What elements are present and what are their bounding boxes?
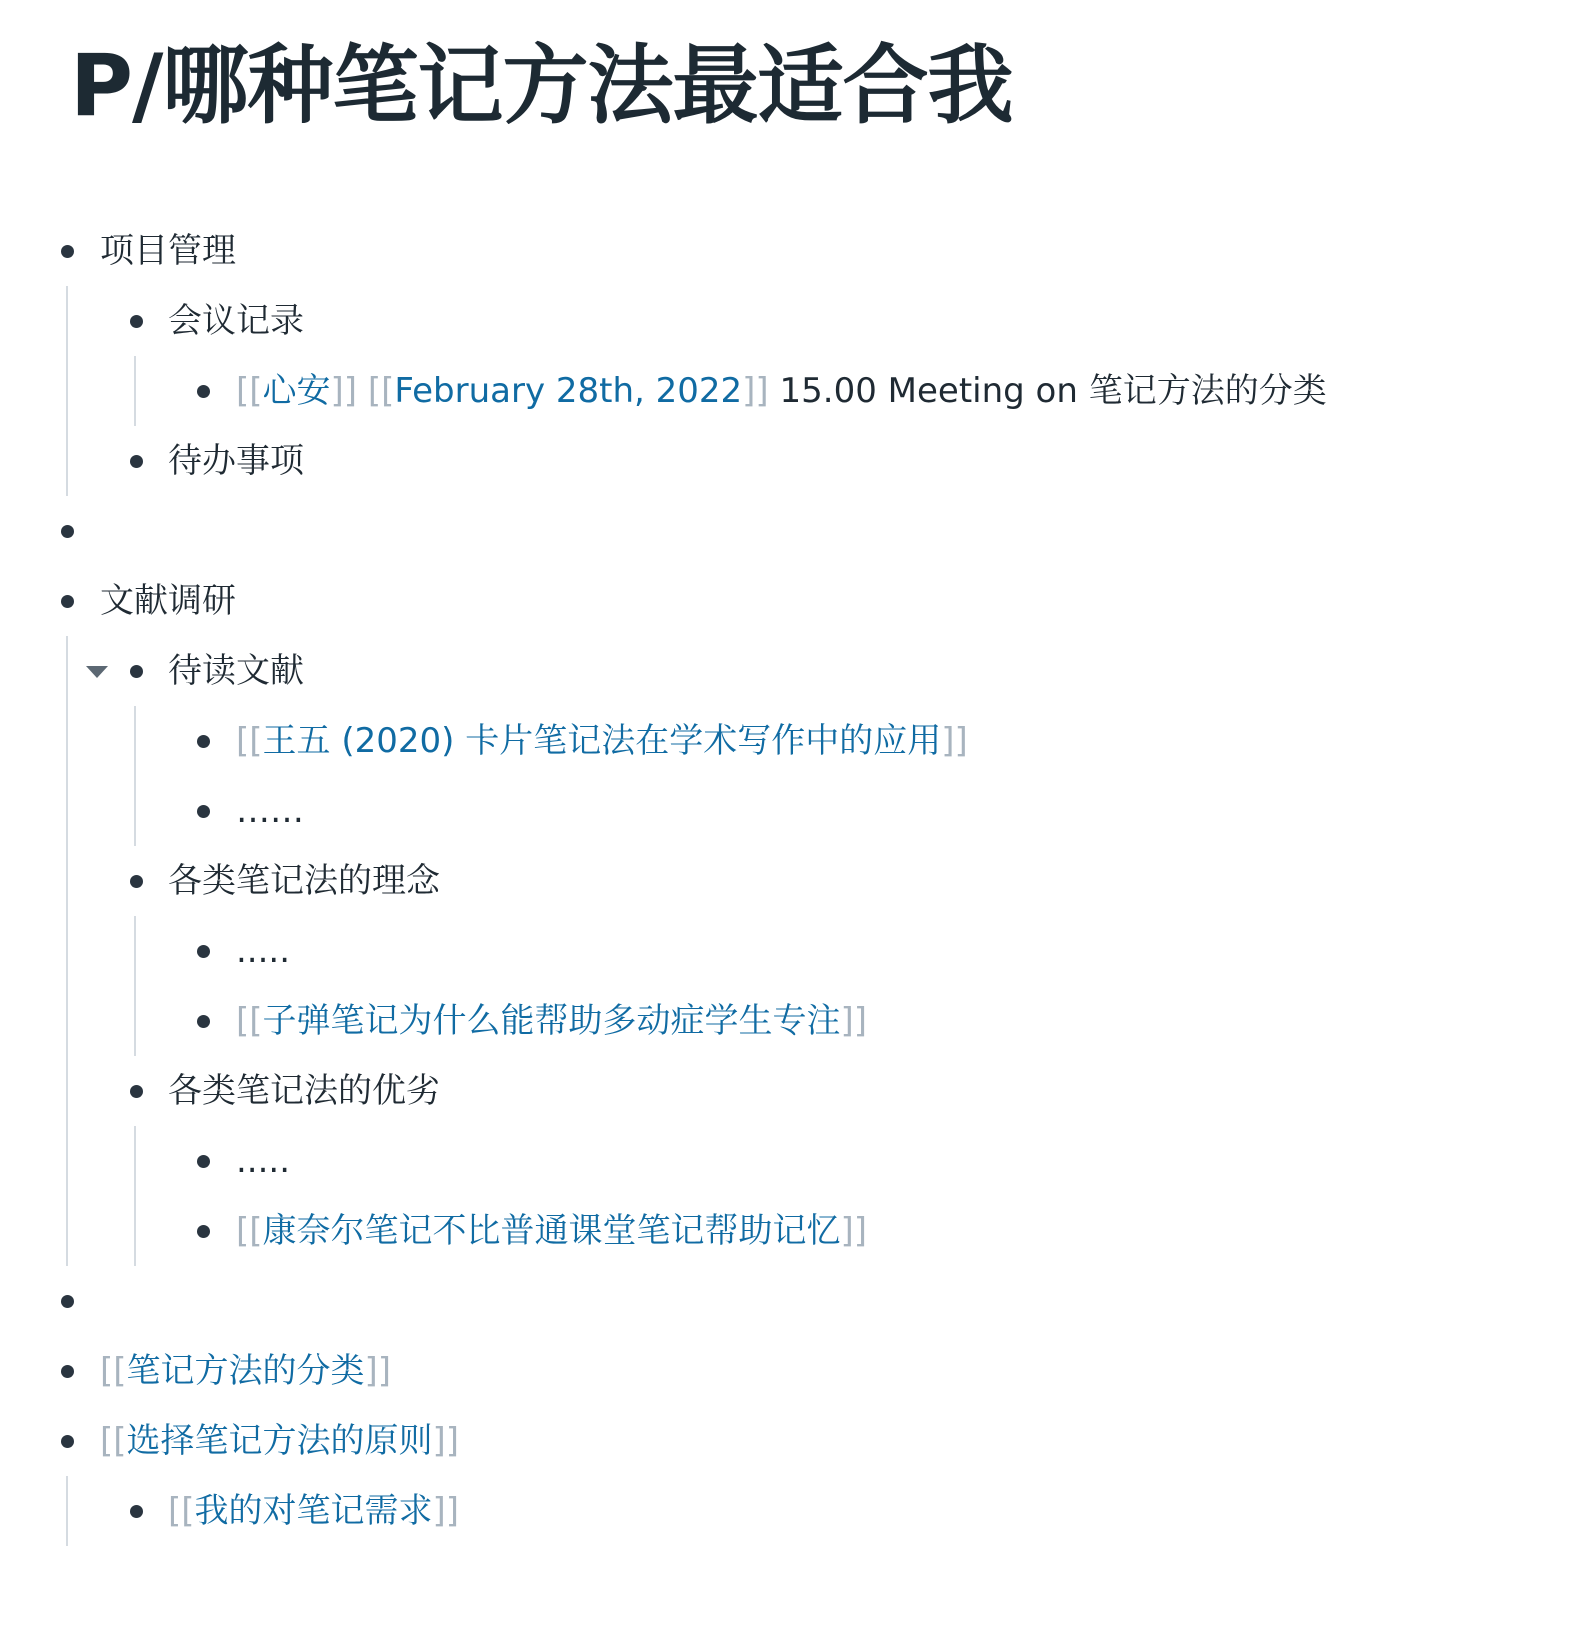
bullet-dot-icon[interactable] xyxy=(197,1225,210,1238)
block-content[interactable] xyxy=(100,1406,459,1476)
block-classification-link[interactable] xyxy=(0,1336,1592,1406)
block-empty[interactable] xyxy=(0,1266,1592,1336)
block-content[interactable] xyxy=(100,1336,391,1406)
block-needs-link[interactable] xyxy=(0,1476,1592,1546)
bullet-dot-icon[interactable] xyxy=(130,455,143,468)
block-paper-link[interactable] xyxy=(0,706,1592,776)
block-text[interactable]: 各类笔记法的理念 xyxy=(168,861,440,901)
block-text[interactable]: 待读文献 xyxy=(168,651,304,691)
bullet-dot-icon[interactable] xyxy=(197,1015,210,1028)
block-text[interactable]: 项目管理 xyxy=(100,231,236,271)
link-close-bracket: ]] xyxy=(364,1351,392,1391)
bullet-dot-icon[interactable] xyxy=(61,1295,74,1308)
bullet-dot-icon[interactable] xyxy=(130,875,143,888)
link-open-bracket: [[ xyxy=(367,371,395,411)
bullet-dot-icon[interactable] xyxy=(197,735,210,748)
block-meeting-notes[interactable] xyxy=(0,286,1592,356)
link-close-bracket: ]] xyxy=(330,371,358,411)
block-literature-research[interactable] xyxy=(0,566,1592,636)
link-open-bracket: [[ xyxy=(100,1421,127,1461)
block-content[interactable] xyxy=(236,986,867,1056)
page-link-xinan[interactable]: 心安 xyxy=(262,371,331,411)
link-open-bracket: [[ xyxy=(100,1351,127,1391)
bullet-dot-icon[interactable] xyxy=(130,1505,143,1518)
page-link[interactable]: 选择笔记方法的原则 xyxy=(126,1421,433,1461)
link-close-bracket: ]] xyxy=(941,721,968,761)
block-principles-link[interactable] xyxy=(0,1406,1592,1476)
block-todo[interactable] xyxy=(0,426,1592,496)
bullet-dot-icon[interactable] xyxy=(130,665,143,678)
block-text[interactable]: 各类笔记法的优劣 xyxy=(168,1071,440,1111)
link-close-bracket: ]] xyxy=(840,1001,868,1041)
block-cornell-link[interactable] xyxy=(0,1196,1592,1266)
page-link[interactable]: 康奈尔笔记不比普通课堂笔记帮助记忆 xyxy=(262,1211,841,1251)
bullet-dot-icon[interactable] xyxy=(197,1155,210,1168)
block-bullet-journal-link[interactable] xyxy=(0,986,1592,1056)
block-content[interactable] xyxy=(236,706,968,776)
block-empty[interactable] xyxy=(0,496,1592,566)
bullet-dot-icon[interactable] xyxy=(197,385,210,398)
block-project-management[interactable] xyxy=(0,216,1592,286)
block-ellipsis[interactable] xyxy=(0,776,1592,846)
page-title[interactable]: P/哪种笔记方法最适合我 xyxy=(70,36,1013,136)
block-ellipsis[interactable] xyxy=(0,916,1592,986)
block-text[interactable]: 待办事项 xyxy=(168,441,304,481)
block-text: 15.00 Meeting on 笔记方法的分类 xyxy=(768,371,1327,411)
link-close-bracket: ]] xyxy=(840,1211,868,1251)
block-text[interactable]: ..... xyxy=(236,1141,291,1181)
block-text[interactable]: 文献调研 xyxy=(100,581,236,621)
block-meeting-entry[interactable] xyxy=(0,356,1592,426)
block-concepts[interactable] xyxy=(0,846,1592,916)
caret-down-icon[interactable] xyxy=(86,666,108,678)
link-open-bracket: [[ xyxy=(236,1001,263,1041)
bullet-dot-icon[interactable] xyxy=(61,1435,74,1448)
link-open-bracket: [[ xyxy=(236,1211,263,1251)
block-text[interactable]: …… xyxy=(236,791,304,831)
bullet-dot-icon[interactable] xyxy=(197,805,210,818)
link-close-bracket: ]] xyxy=(432,1421,460,1461)
bullet-dot-icon[interactable] xyxy=(130,315,143,328)
block-content[interactable] xyxy=(236,1196,867,1266)
bullet-dot-icon[interactable] xyxy=(61,525,74,538)
bullet-dot-icon[interactable] xyxy=(61,245,74,258)
bullet-dot-icon[interactable] xyxy=(197,945,210,958)
block-text[interactable]: ..... xyxy=(236,931,291,971)
link-open-bracket: [[ xyxy=(236,371,263,411)
page-link[interactable]: 子弹笔记为什么能帮助多动症学生专注 xyxy=(262,1001,841,1041)
bullet-dot-icon[interactable] xyxy=(61,595,74,608)
block-to-read[interactable] xyxy=(0,636,1592,706)
link-open-bracket: [[ xyxy=(168,1491,195,1531)
block-content[interactable] xyxy=(236,356,1327,426)
block-pros-cons[interactable] xyxy=(0,1056,1592,1126)
page-link[interactable]: 王五 (2020) 卡片笔记法在学术写作中的应用 xyxy=(262,721,942,761)
link-close-bracket: ]] xyxy=(432,1491,460,1531)
block-text[interactable]: 会议记录 xyxy=(168,301,304,341)
bullet-dot-icon[interactable] xyxy=(130,1085,143,1098)
block-content[interactable] xyxy=(168,1476,459,1546)
link-close-bracket: ]] xyxy=(742,371,769,411)
page-link-date[interactable]: February 28th, 2022 xyxy=(394,371,743,411)
link-open-bracket: [[ xyxy=(236,721,263,761)
block-ellipsis[interactable] xyxy=(0,1126,1592,1196)
page-link[interactable]: 笔记方法的分类 xyxy=(126,1351,365,1391)
bullet-dot-icon[interactable] xyxy=(61,1365,74,1378)
page-link[interactable]: 我的对笔记需求 xyxy=(194,1491,433,1531)
